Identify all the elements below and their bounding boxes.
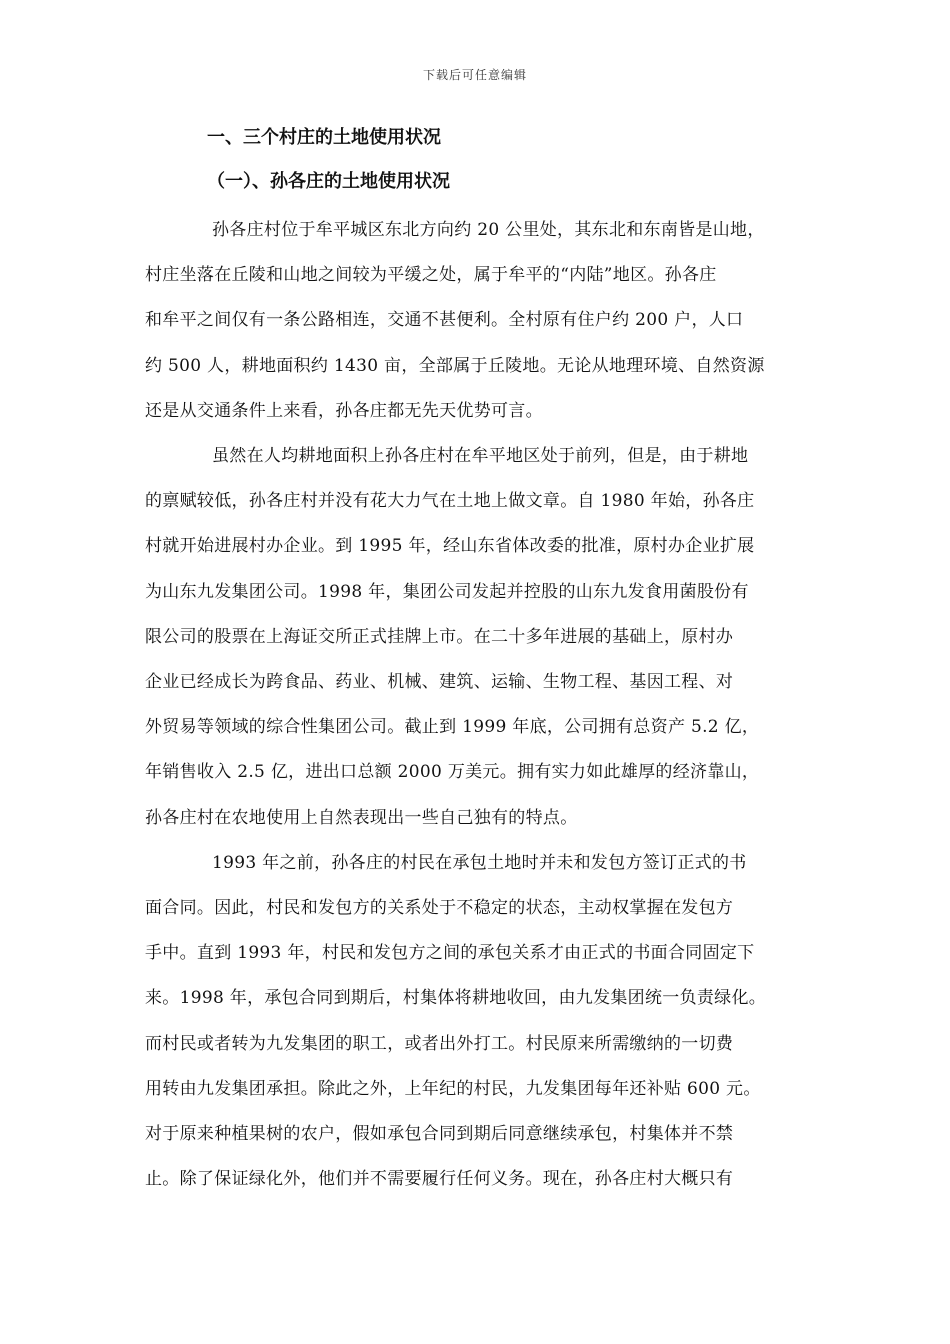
heading-level-1: 一、三个村庄的土地使用状况 bbox=[207, 127, 441, 148]
paragraph-line: 孙各庄村在农地使用上自然表现出一些自己独有的特点。 bbox=[145, 807, 578, 828]
paragraph-line: 年销售收入 2.5 亿，进出口总额 2000 万美元。拥有实力如此雄厚的经济靠山， bbox=[145, 762, 760, 783]
header-note: 下载后可任意编辑 bbox=[422, 68, 527, 82]
document-body bbox=[145, 120, 810, 1202]
paragraph-line: 用转由九发集团承担。除此之外，上年纪的村民，九发集团每年还补贴 600 元。 bbox=[145, 1078, 761, 1099]
paragraph-2 bbox=[145, 434, 810, 841]
heading-level-2: （一）、孙各庄的土地使用状况 bbox=[207, 171, 450, 192]
paragraph-line: 手中。直到 1993 年，村民和发包方之间的承包关系才由正式的书面合同固定下 bbox=[145, 943, 755, 964]
paragraph-line: 面合同。因此，村民和发包方的关系处于不稳定的状态，主动权掌握在发包方 bbox=[145, 898, 734, 919]
paragraph-line: 和牟平之间仅有一条公路相连，交通不甚便利。全村原有住户约 200 户，人口 bbox=[145, 310, 744, 331]
paragraph-line: 而村民或者转为九发集团的职工，或者出外打工。村民原来所需缴纳的一切费 bbox=[145, 1033, 734, 1054]
paragraph-line: 企业已经成长为跨食品、药业、机械、建筑、运输、生物工程、基因工程、对 bbox=[145, 672, 734, 693]
paragraph-line: 还是从交通条件上来看，孙各庄都无先天优势可言。 bbox=[145, 400, 543, 421]
paragraph-line: 限公司的股票在上海证交所正式挂牌上市。在二十多年进展的基础上，原村办 bbox=[145, 626, 734, 647]
paragraph-line: 孙各庄村位于牟平城区东北方向约 20 公里处，其东北和东南皆是山地， bbox=[212, 220, 765, 240]
paragraph-1 bbox=[145, 208, 810, 434]
paragraph-line: 约 500 人，耕地面积约 1430 亩，全部属于丘陵地。无论从地理环境、自然资源 bbox=[145, 355, 765, 376]
paragraph-line: 的禀赋较低，孙各庄村并没有花大力气在土地上做文章。自 1980 年始，孙各庄 bbox=[145, 491, 755, 512]
paragraph-line: 为山东九发集团公司。1998 年，集团公司发起并控股的山东九发食用菌股份有 bbox=[145, 581, 749, 602]
paragraph-line: 外贸易等领域的综合性集团公司。截止到 1999 年底，公司拥有总资产 5.2 亿， bbox=[145, 717, 760, 738]
paragraph-line: 虽然在人均耕地面积上孙各庄村在牟平地区处于前列，但是，由于耕地 bbox=[212, 446, 749, 467]
paragraph-line: 对于原来种植果树的农户，假如承包合同到期后同意继续承包，村集体并不禁 bbox=[145, 1124, 734, 1145]
paragraph-line: 来。1998 年，承包合同到期后，村集体将耕地收回，由九发集团统一负责绿化。 bbox=[145, 988, 767, 1009]
paragraph-line: 止。除了保证绿化外，他们并不需要履行任何义务。现在，孙各庄村大概只有 bbox=[145, 1169, 734, 1190]
paragraph-line: 村庄坐落在丘陵和山地之间较为平缓之处，属于牟平的“内陆”地区。孙各庄 bbox=[145, 265, 717, 286]
paragraph-line: 村就开始进展村办企业。到 1995 年，经山东省体改委的批准，原村办企业扩展 bbox=[145, 536, 755, 557]
paragraph-line: 1993 年之前，孙各庄的村民在承包土地时并未和发包方签订正式的书 bbox=[212, 852, 747, 873]
paragraph-3 bbox=[145, 841, 810, 1203]
